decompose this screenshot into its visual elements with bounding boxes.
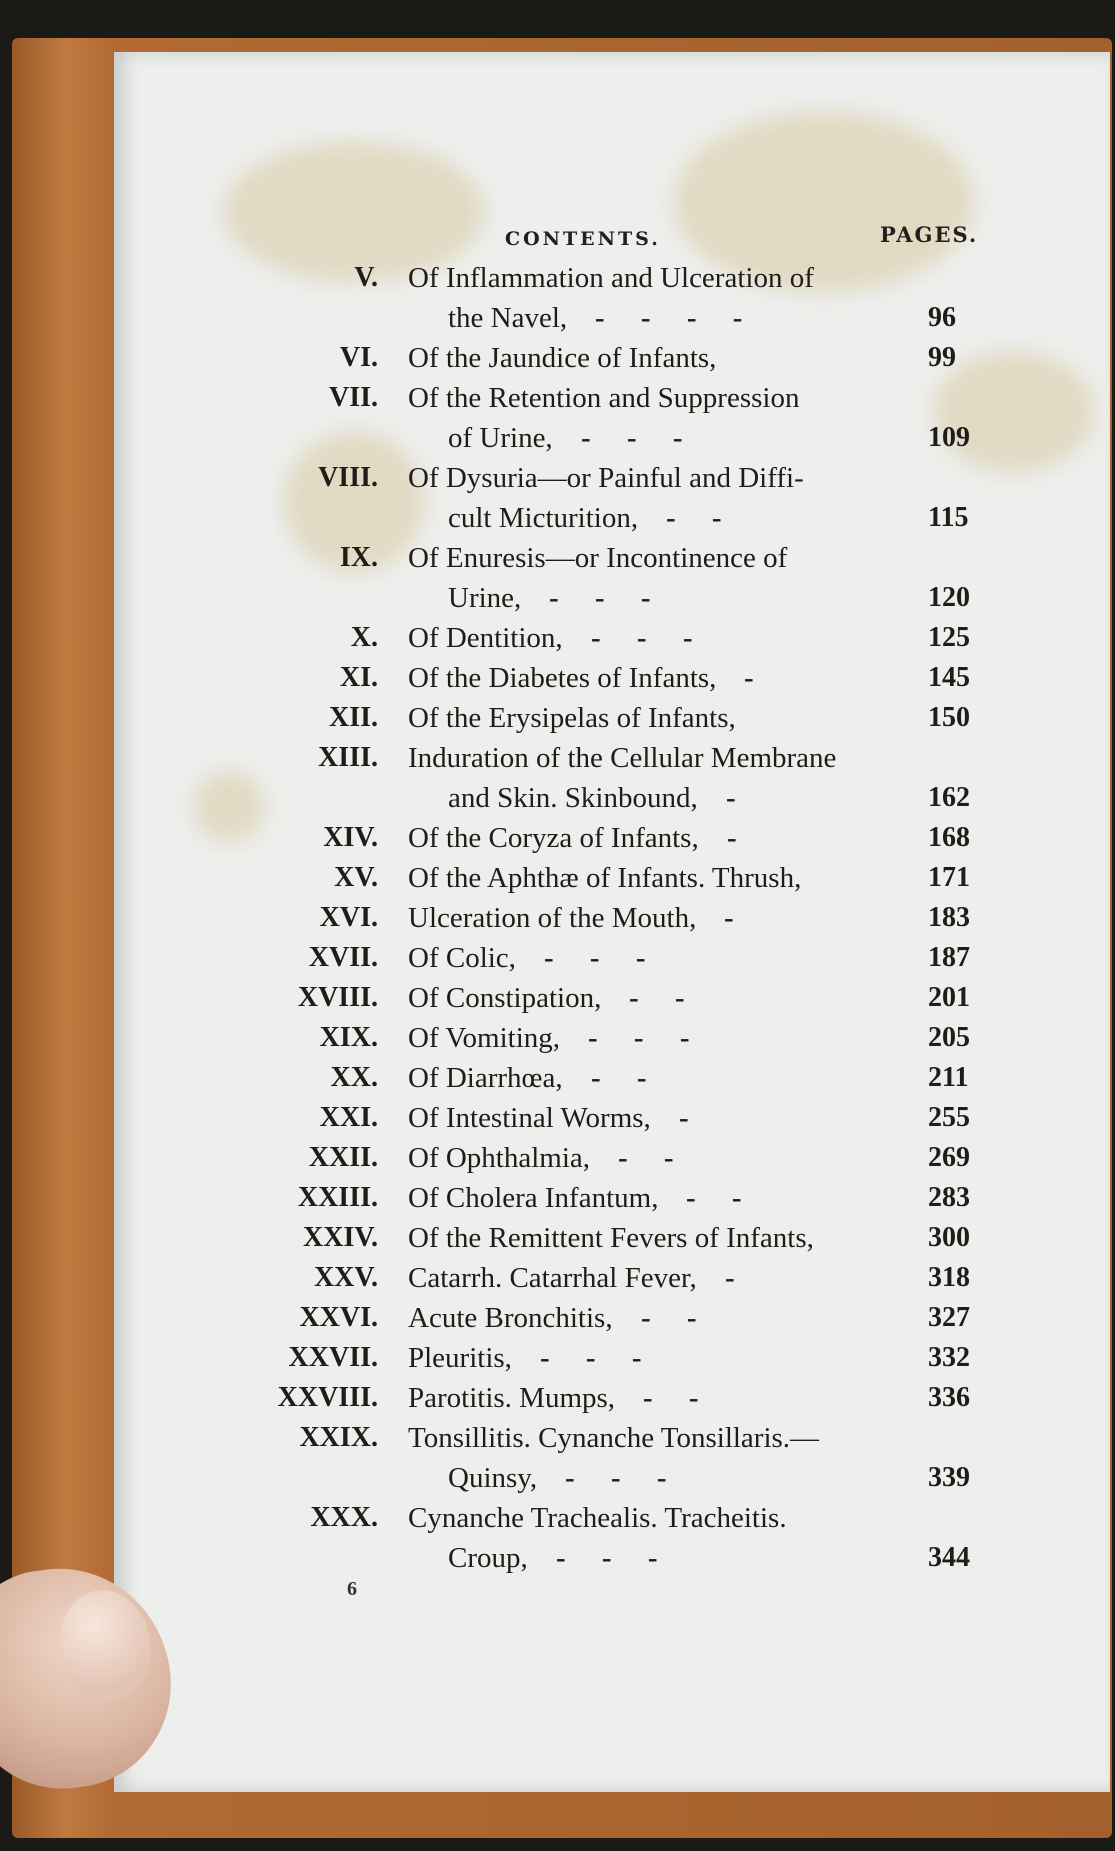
chapter-number: XVIII.: [297, 982, 378, 1013]
toc-row: [0, 1382, 1115, 1422]
contents-list: [0, 262, 1115, 1582]
chapter-number: XIII.: [318, 742, 378, 773]
pages-heading: PAGES.: [880, 222, 979, 247]
chapter-title: Of the Remittent Fevers of Infants,: [408, 1222, 814, 1254]
chapter-number: XXI.: [319, 1102, 378, 1133]
toc-row: [0, 1542, 1115, 1582]
chapter-number: XXIV.: [303, 1222, 378, 1253]
page-number: 171: [928, 862, 970, 893]
page-number: 300: [928, 1222, 970, 1253]
chapter-title: Of Dentition,: [408, 622, 563, 654]
page-number: 318: [928, 1262, 970, 1293]
toc-row: [0, 542, 1115, 582]
toc-row: [0, 1342, 1115, 1382]
toc-row: [0, 1302, 1115, 1342]
chapter-title: Ulceration of the Mouth,: [408, 902, 697, 934]
page-number: 99: [928, 342, 956, 373]
page-number: 187: [928, 942, 970, 973]
leader-dashes: -: [727, 822, 737, 854]
toc-row: [0, 1102, 1115, 1142]
toc-row: [0, 662, 1115, 702]
chapter-title: Parotitis. Mumps,: [408, 1382, 616, 1414]
leader-dashes: - -: [618, 1142, 674, 1174]
toc-row: [0, 902, 1115, 942]
toc-row: [0, 1182, 1115, 1222]
chapter-title: Of Ophthalmia,: [408, 1142, 591, 1174]
leader-dashes: - - -: [588, 1022, 690, 1054]
leader-dashes: - -: [686, 1182, 742, 1214]
page-number: 96: [928, 302, 956, 333]
page-number: 344: [928, 1542, 970, 1573]
chapter-number: XII.: [328, 702, 378, 733]
toc-row: [0, 1262, 1115, 1302]
toc-row: [0, 1422, 1115, 1462]
toc-row: [0, 622, 1115, 662]
toc-row: [0, 1142, 1115, 1182]
chapter-number: XI.: [339, 662, 378, 693]
page-number: 183: [928, 902, 970, 933]
chapter-number: XXV.: [313, 1262, 378, 1293]
leader-dashes: -: [724, 902, 734, 934]
chapter-number: VI.: [339, 342, 378, 373]
leader-dashes: - - -: [544, 942, 646, 974]
chapter-number: XXX.: [310, 1502, 378, 1533]
leader-dashes: - -: [643, 1382, 699, 1414]
chapter-number: XV.: [334, 862, 378, 893]
chapter-number: VII.: [328, 382, 378, 413]
page-number: 168: [928, 822, 970, 853]
chapter-number: X.: [350, 622, 378, 653]
toc-row: [0, 1062, 1115, 1102]
leader-dashes: - - -: [581, 422, 683, 454]
toc-row: [0, 582, 1115, 622]
page-number: 109: [928, 422, 970, 453]
chapter-title: Of Inflammation and Ulceration of: [408, 262, 814, 294]
toc-row: [0, 1022, 1115, 1062]
toc-row: [0, 822, 1115, 862]
page-number: 255: [928, 1102, 970, 1133]
page-number: 332: [928, 1342, 970, 1373]
page-number: 201: [928, 982, 970, 1013]
leader-dashes: -: [744, 662, 754, 694]
page-number: 120: [928, 582, 970, 613]
chapter-number: XX.: [330, 1062, 378, 1093]
page-number: 162: [928, 782, 970, 813]
leader-dashes: - - -: [556, 1542, 658, 1574]
chapter-title: Urine,: [448, 582, 522, 614]
page-number: 125: [928, 622, 970, 653]
chapter-number: XVII.: [308, 942, 378, 973]
leader-dashes: - - -: [540, 1342, 642, 1374]
page-number: 211: [928, 1062, 969, 1093]
chapter-title: Croup,: [448, 1542, 528, 1574]
chapter-title: Of Dysuria—or Painful and Diffi-: [408, 462, 804, 494]
page-number: 283: [928, 1182, 970, 1213]
chapter-title: of Urine,: [448, 422, 553, 454]
chapter-number: XXVIII.: [277, 1382, 378, 1413]
chapter-title: Of the Diabetes of Infants,: [408, 662, 717, 694]
contents-heading: CONTENTS.: [505, 228, 661, 250]
toc-row: [0, 262, 1115, 302]
toc-row: [0, 862, 1115, 902]
chapter-title: Of the Erysipelas of Infants,: [408, 702, 736, 734]
toc-row: [0, 342, 1115, 382]
chapter-number: XXII.: [308, 1142, 378, 1173]
chapter-number: V.: [354, 262, 378, 293]
chapter-title: Pleuritis,: [408, 1342, 512, 1374]
leader-dashes: - -: [666, 502, 722, 534]
page-folio: 6: [347, 1578, 357, 1600]
leader-dashes: - -: [591, 1062, 647, 1094]
chapter-title: Of Diarrhœa,: [408, 1062, 563, 1094]
page-number: 336: [928, 1382, 970, 1413]
chapter-title: Of Colic,: [408, 942, 516, 974]
page-number: 145: [928, 662, 970, 693]
toc-row: [0, 462, 1115, 502]
chapter-title: Of the Retention and Suppression: [408, 382, 800, 414]
leader-dashes: - -: [629, 982, 685, 1014]
chapter-title: Acute Bronchitis,: [408, 1302, 613, 1334]
toc-row: [0, 302, 1115, 342]
page-number: 205: [928, 1022, 970, 1053]
chapter-number: IX.: [339, 542, 378, 573]
chapter-number: XXIII.: [297, 1182, 378, 1213]
page-number: 150: [928, 702, 970, 733]
leader-dashes: - - -: [565, 1462, 667, 1494]
chapter-title: cult Micturition,: [448, 502, 639, 534]
chapter-number: XXIX.: [299, 1422, 378, 1453]
toc-row: [0, 1502, 1115, 1542]
toc-row: [0, 1222, 1115, 1262]
leader-dashes: -: [679, 1102, 689, 1134]
chapter-title: Quinsy,: [448, 1462, 538, 1494]
chapter-number: XIX.: [319, 1022, 378, 1053]
chapter-number: XIV.: [323, 822, 378, 853]
leader-dashes: - -: [641, 1302, 697, 1334]
chapter-title: Of Cholera Infantum,: [408, 1182, 659, 1214]
leader-dashes: - - -: [549, 582, 651, 614]
chapter-number: XXVI.: [299, 1302, 378, 1333]
chapter-number: VIII.: [318, 462, 378, 493]
chapter-title: Catarrh. Catarrhal Fever,: [408, 1262, 697, 1294]
leader-dashes: -: [726, 782, 736, 814]
toc-row: [0, 502, 1115, 542]
chapter-title: Of Vomiting,: [408, 1022, 561, 1054]
toc-row: [0, 782, 1115, 822]
leader-dashes: - - - -: [595, 302, 743, 334]
chapter-title: Tonsillitis. Cynanche Tonsillaris.—: [408, 1422, 820, 1454]
chapter-number: XVI.: [319, 902, 378, 933]
leader-dashes: - - -: [591, 622, 693, 654]
chapter-title: Of the Coryza of Infants,: [408, 822, 699, 854]
page-number: 115: [928, 502, 969, 533]
chapter-title: Cynanche Trachealis. Tracheitis.: [408, 1502, 787, 1534]
page-number: 327: [928, 1302, 970, 1333]
chapter-title: Of the Jaundice of Infants,: [408, 342, 717, 374]
toc-row: [0, 742, 1115, 782]
chapter-title: Of the Aphthæ of Infants. Thrush,: [408, 862, 802, 894]
toc-row: [0, 982, 1115, 1022]
chapter-title: Of Constipation,: [408, 982, 602, 1014]
page-number: 339: [928, 1462, 970, 1493]
chapter-title: Induration of the Cellular Membrane: [408, 742, 837, 774]
page-number: 269: [928, 1142, 970, 1173]
chapter-title: the Navel,: [448, 302, 568, 334]
toc-row: [0, 422, 1115, 462]
toc-row: [0, 702, 1115, 742]
leader-dashes: -: [725, 1262, 735, 1294]
chapter-number: XXVII.: [288, 1342, 378, 1373]
chapter-title: and Skin. Skinbound,: [448, 782, 698, 814]
toc-row: [0, 382, 1115, 422]
toc-row: [0, 942, 1115, 982]
toc-row: [0, 1462, 1115, 1502]
chapter-title: Of Enuresis—or Incontinence of: [408, 542, 788, 574]
chapter-title: Of Intestinal Worms,: [408, 1102, 651, 1134]
